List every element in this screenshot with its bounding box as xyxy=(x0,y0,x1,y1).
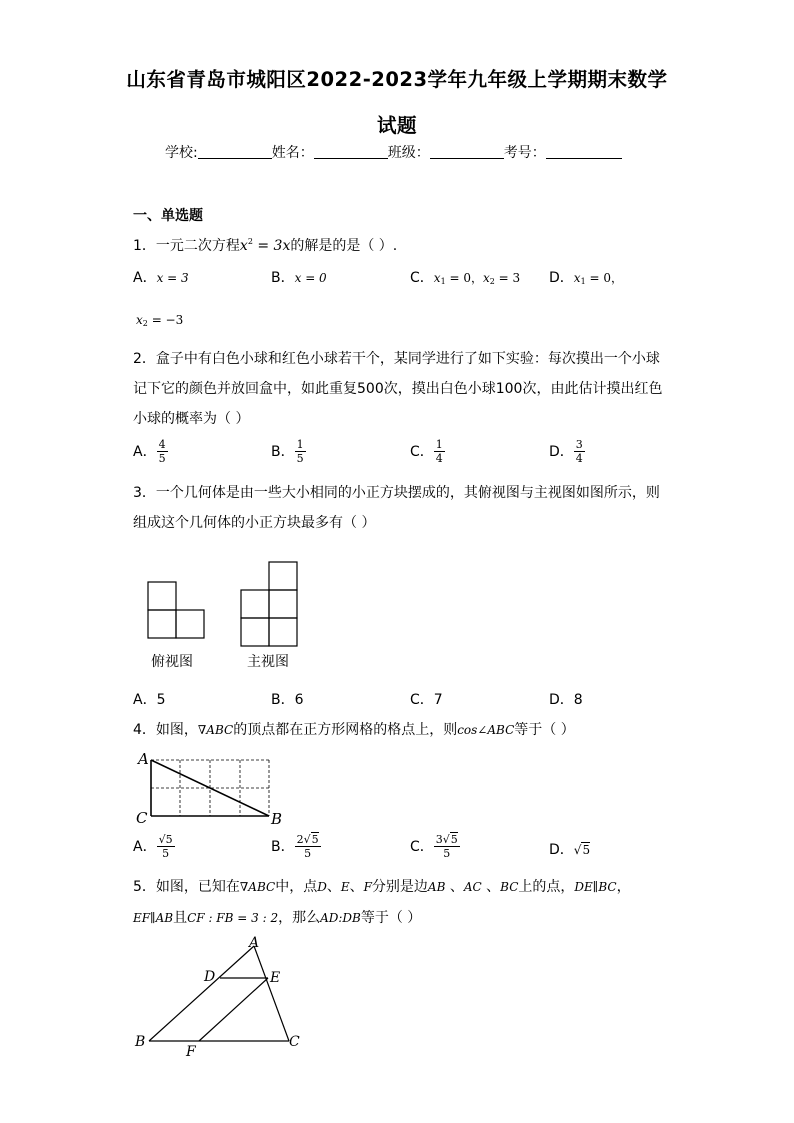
number-label: 考号： xyxy=(503,145,546,161)
radicand: 5 xyxy=(582,843,591,857)
q1-stem-tail: 的解是的是（ ）. xyxy=(290,238,398,254)
denominator: 5 xyxy=(158,452,166,465)
label-b: B xyxy=(271,810,283,828)
q1-eq-pow: 2 xyxy=(247,237,253,246)
fraction xyxy=(157,833,175,860)
q1-eq-x: x xyxy=(239,238,248,254)
q4-grid-figure xyxy=(130,748,290,828)
fraction xyxy=(574,438,585,465)
q3-option-c[interactable]: C．7 xyxy=(410,692,443,708)
triangle-abc xyxy=(149,946,289,1041)
separator: ， xyxy=(616,879,631,895)
school-field[interactable] xyxy=(198,144,272,159)
ef-parallel-ab: EF∥AB xyxy=(133,911,174,925)
radicand: 5 xyxy=(450,833,458,846)
numerator: 3 xyxy=(575,438,583,451)
q5-stem-text: 5．如图，已知在 xyxy=(133,879,240,895)
option-label: D． xyxy=(549,270,574,286)
x1: x xyxy=(433,271,441,285)
option-label: A． xyxy=(133,838,157,855)
denominator: 5 xyxy=(296,452,304,465)
q4-option-a[interactable] xyxy=(133,833,175,860)
q2-option-c[interactable] xyxy=(410,438,445,465)
numerator: 1 xyxy=(296,438,304,451)
number-field[interactable] xyxy=(546,144,622,159)
x2: x xyxy=(136,313,143,327)
option-label: B． xyxy=(271,270,295,286)
x1-value: = 0， xyxy=(585,271,623,285)
numerator: √5 xyxy=(158,833,173,846)
q5-stem-text2: 中，点 xyxy=(275,879,318,895)
x2: x xyxy=(482,271,490,285)
q5-triangle-figure xyxy=(130,930,310,1060)
q5-triangle: ∇ABC xyxy=(239,880,276,894)
q1-option-c[interactable] xyxy=(410,268,520,292)
q5-stem-text4: 上的点， xyxy=(518,879,575,895)
separator: 、 xyxy=(445,879,464,895)
cf-fb-ratio: CF : FB = 3 : 2 xyxy=(187,911,279,925)
x1: x xyxy=(573,271,581,285)
point-e: E xyxy=(340,880,350,894)
q2-option-a[interactable] xyxy=(133,438,168,465)
q1-option-d[interactable] xyxy=(549,268,623,292)
q5-stem-line2 xyxy=(133,908,421,928)
ad-db-ratio: AD:DB xyxy=(320,911,361,925)
denominator: 5 xyxy=(443,847,451,860)
top-view xyxy=(148,582,204,638)
front-view xyxy=(241,562,297,646)
q3-stem-line2: 组成这个几何体的小正方块最多有（ ） xyxy=(133,515,376,531)
label-c: C xyxy=(136,809,148,827)
option-label: B． xyxy=(271,443,295,460)
q5-stem-text6: ，那么 xyxy=(278,910,321,926)
option-value: x = 0 xyxy=(294,271,327,285)
denominator: 5 xyxy=(162,847,170,860)
q2-stem-line2: 记下它的颜色并放回盒中，如此重复500次，摸出白色小球100次，由此估计摸出红色 xyxy=(133,381,663,397)
fraction xyxy=(434,438,445,465)
q4-triangle: ∇ABC xyxy=(197,723,234,737)
option-label: C． xyxy=(410,838,434,855)
option-label: A． xyxy=(133,270,157,286)
q5-stem-line1 xyxy=(133,877,631,897)
q2-option-b[interactable] xyxy=(271,438,306,465)
q5-stem-text5: 且 xyxy=(173,910,188,926)
name-label: 姓名： xyxy=(271,145,314,161)
coefficient: 3 xyxy=(435,833,443,846)
side-ab: AB xyxy=(427,880,446,894)
separator: 、 xyxy=(326,879,341,895)
label-b: B xyxy=(135,1034,146,1050)
side-bc: BC xyxy=(500,880,519,894)
q1-option-b[interactable] xyxy=(271,268,327,288)
q4-stem-mid: 的顶点都在正方形网格的格点上，则 xyxy=(233,722,458,738)
point-d: D xyxy=(317,880,327,894)
q2-option-d[interactable] xyxy=(549,438,585,465)
option-label: C． xyxy=(410,443,434,460)
x1-sub: 1 xyxy=(440,277,446,286)
fraction xyxy=(295,438,306,465)
option-label: B． xyxy=(271,838,295,855)
top-view-label: 俯视图 xyxy=(151,654,193,670)
label-d: D xyxy=(204,969,216,985)
name-field[interactable] xyxy=(314,144,388,159)
denominator: 5 xyxy=(304,847,312,860)
q1-stem xyxy=(133,232,397,256)
q4-option-b[interactable] xyxy=(271,833,321,860)
label-e: E xyxy=(270,970,281,986)
q4-option-c[interactable] xyxy=(410,833,460,860)
coefficient: 2 xyxy=(296,833,304,846)
denominator: 4 xyxy=(575,452,583,465)
q1-stem-text: 1．一元二次方程 xyxy=(133,238,240,254)
option-label: A． xyxy=(133,443,157,460)
q1-option-d-cont xyxy=(136,310,183,334)
fraction xyxy=(434,833,460,860)
q3-option-a[interactable]: A．5 xyxy=(133,692,166,708)
q5-stem-tail: 等于（ ） xyxy=(360,910,422,926)
option-label: D． xyxy=(549,443,574,460)
page-title: 山东省青岛市城阳区2022-2023学年九年级上学期期末数学 xyxy=(126,68,668,91)
label-a: A xyxy=(138,750,149,768)
q4-stem xyxy=(133,720,575,740)
segment-ef xyxy=(199,978,268,1041)
x1-value: = 0， xyxy=(445,271,483,285)
fraction xyxy=(157,438,168,465)
info-line xyxy=(165,143,622,163)
q3-views-figure xyxy=(140,555,310,647)
numerator: 1 xyxy=(435,438,443,451)
option-label: D． xyxy=(549,842,574,858)
q3-stem-line1: 3．一个几何体是由一些大小相同的小正方块摆成的，其俯视图与主视图如图所示，则 xyxy=(133,485,660,501)
x2-value: = 3 xyxy=(494,271,521,285)
front-view-label: 主视图 xyxy=(247,654,289,670)
q4-stem-text: 4．如图， xyxy=(133,722,198,738)
option-label: C． xyxy=(410,270,434,286)
q5-stem-text3: 分别是边 xyxy=(371,879,428,895)
q2-stem-line1: 2．盒子中有白色小球和红色小球若干个，某同学进行了如下实验：每次摸出一个小球 xyxy=(133,351,660,367)
point-f: F xyxy=(363,880,372,894)
numerator: 3√5 xyxy=(435,833,458,846)
section-title: 一、单选题 xyxy=(133,208,203,224)
numerator: 4 xyxy=(158,438,166,451)
de-parallel-bc: DE∥BC xyxy=(574,880,617,894)
option-value: x = 3 xyxy=(156,271,189,285)
label-f: F xyxy=(186,1044,196,1060)
separator: 、 xyxy=(481,879,501,895)
label-a: A xyxy=(249,935,260,951)
fraction xyxy=(295,833,321,860)
school-label: 学校: xyxy=(165,145,198,161)
q1-eq-rest: = 3x xyxy=(252,238,291,254)
q4-option-d[interactable]: D．√5 xyxy=(549,842,591,858)
q1-option-a[interactable] xyxy=(133,268,189,288)
q4-cos: cos∠ABC xyxy=(457,723,515,737)
q2-stem-line3: 小球的概率为（ ） xyxy=(133,411,250,427)
radicand: 5 xyxy=(311,833,319,846)
q3-option-d[interactable]: D．8 xyxy=(549,692,583,708)
q4-stem-tail: 等于（ ） xyxy=(514,722,575,738)
separator: 、 xyxy=(349,879,364,895)
x1-sub: 1 xyxy=(580,277,586,286)
class-label: 班级： xyxy=(387,145,430,161)
q3-option-b[interactable]: B．6 xyxy=(271,692,304,708)
class-field[interactable] xyxy=(430,144,504,159)
side-ac: AC xyxy=(463,880,482,894)
page-title-line2: 试题 xyxy=(376,114,417,137)
numerator: 2√5 xyxy=(296,833,319,846)
x2-sub: 2 xyxy=(142,319,148,328)
denominator: 4 xyxy=(435,452,443,465)
x2-value: = −3 xyxy=(147,313,184,327)
label-c: C xyxy=(289,1034,300,1050)
x2-sub: 2 xyxy=(489,277,495,286)
